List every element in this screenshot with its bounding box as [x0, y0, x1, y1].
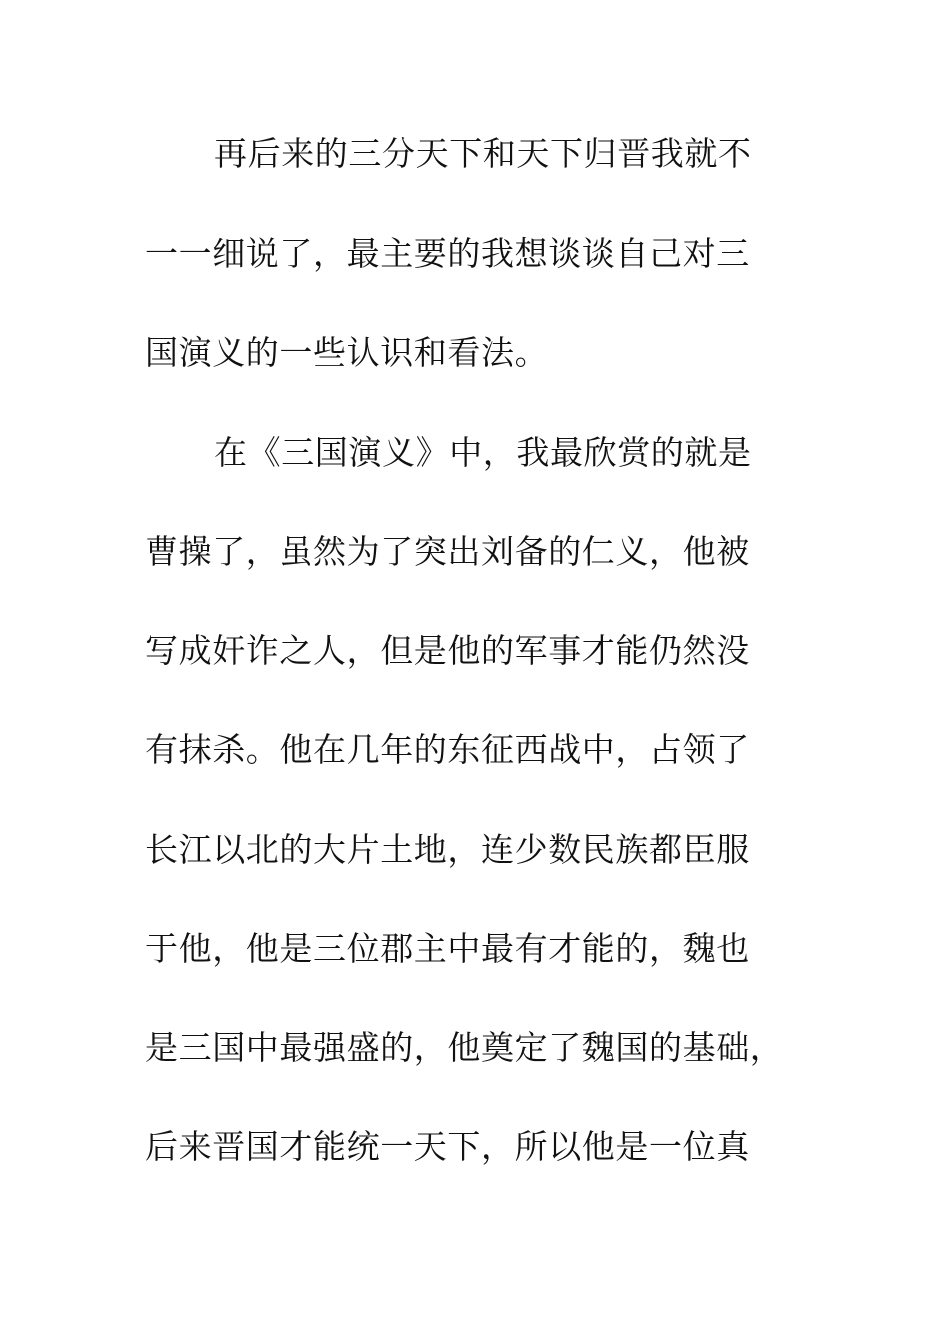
paragraph-2-line-8: 后来晋国才能统一天下，所以他是一位真 — [145, 1127, 750, 1166]
paragraph-2-line-3: 写成奸诈之人，但是他的军事才能仍然没 — [145, 631, 750, 670]
paragraph-2-line-2: 曹操了，虽然为了突出刘备的仁义，他被 — [145, 532, 750, 571]
paragraph-1-line-3: 国演义的一些认识和看法。 — [145, 333, 549, 372]
paragraph-2-line-6: 于他，他是三位郡主中最有才能的，魏也 — [145, 929, 750, 968]
paragraph-1-line-2: 一一细说了，最主要的我想谈谈自己对三 — [145, 234, 750, 273]
paragraph-2-line-5: 长江以北的大片土地，连少数民族都臣服 — [145, 830, 750, 869]
paragraph-2-line-4: 有抹杀。他在几年的东征西战中，占领了 — [145, 730, 750, 769]
paragraph-2-line-1: 在《三国演义》中，我最欣赏的就是 — [214, 433, 752, 472]
paragraph-2-line-7: 是三国中最强盛的，他奠定了魏国的基础， — [145, 1028, 784, 1067]
paragraph-1-line-1: 再后来的三分天下和天下归晋我就不 — [214, 134, 752, 173]
